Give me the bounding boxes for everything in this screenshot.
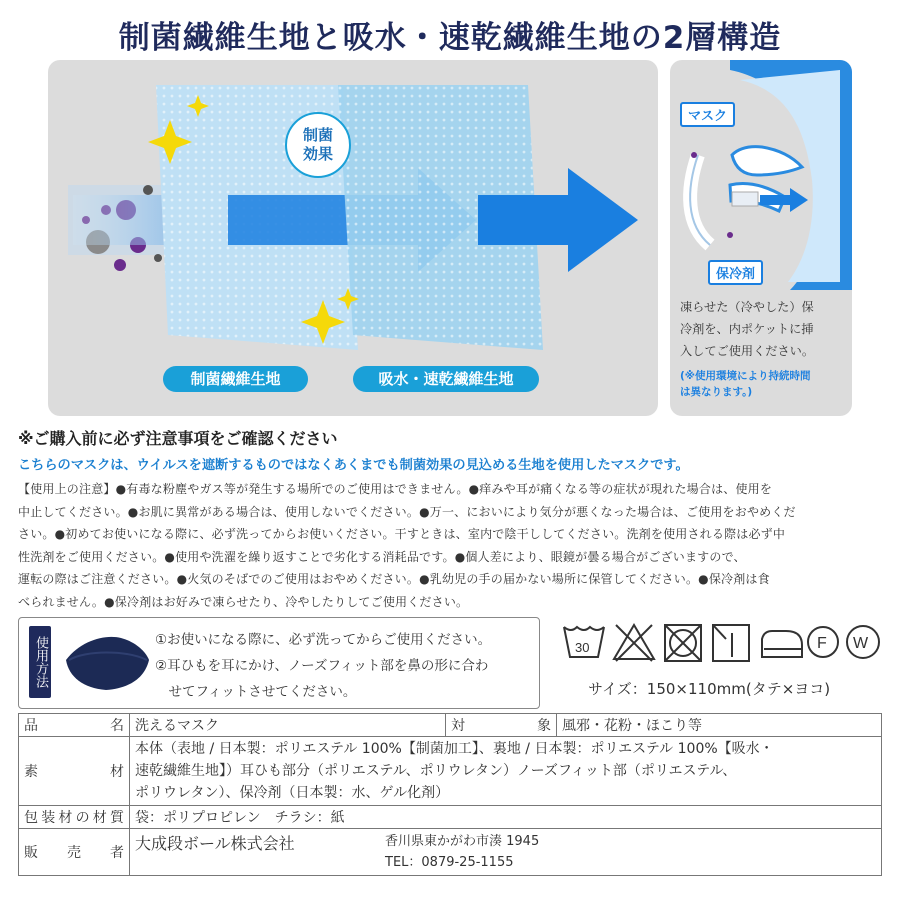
seller-name: 大成段ボール株式会社 <box>135 834 295 853</box>
wet-clean-w-icon <box>847 626 879 658</box>
layer-diagram <box>48 60 658 416</box>
usage-instructions <box>18 617 540 709</box>
no-tumble-dry-icon <box>665 625 701 661</box>
svg-text:F: F <box>817 635 827 652</box>
cool-pack-description: 凍らせた（冷やした）保 冷剤を、内ポケットに挿 入してご使用ください。 <box>680 300 815 358</box>
cool-pack-label: 保冷剤 <box>708 260 763 285</box>
table-row: 品 名 洗えるマスク 対 象 風邪・花粉・ほこり等 <box>19 714 882 737</box>
layer2-label: 吸水・速乾繊維生地 <box>353 366 539 392</box>
layer-illustration <box>48 60 658 416</box>
cooling-pack-panel <box>670 60 852 416</box>
no-bleach-icon <box>614 625 654 661</box>
wash-30-icon <box>564 627 604 657</box>
notice-heading: ※ご購入前に必ず注意事項をご確認ください <box>18 429 338 448</box>
usage-warnings: 【使用上の注意】●有毒な粉塵やガス等が発生する場所でのご使用はできません。●痒みや耳が痛くなる等の症状が現れた場合は、使用を 中止してください。●お肌に異常がある場合は、使用しないでください。●万一、においにより気分が悪くなった場合は、ご使用をおやめくだ さい。●初めてお使いになる際に、必ず洗ってからお使いください。干すときは、室内で陰干ししてください。洗剤を使用される際は必ず中 性洗剤をご使用ください。●使用や洗濯を繰り返すことで劣化する消耗品です。●個人差により、眼鏡が曇る場合がございますので、 運転の際はご注意ください。●火気のそばでのご使用はおやめください。●乳幼児の手の届かない場所に保管してください。●保冷剤は食 べられません。●保冷剤はお好みで凍らせたり、冷やしたりしてご使用ください。 <box>18 482 796 609</box>
notice-highlight: こちらのマスクは、ウイルスを遮断するものではなくあくまでも制菌効果の見込める生地を使用したマスクです。 <box>18 458 689 473</box>
antibacterial-effect-seal: 制菌 効果 <box>285 112 351 178</box>
page-title: 制菌繊維生地と吸水・速乾繊維生地の2層構造 <box>118 20 782 56</box>
size-info: サイズ：150×110mm(タテ×ヨコ) <box>588 680 831 698</box>
mask-label: マスク <box>680 102 735 127</box>
usage-step-2-cont: せてフィットさせてください。 <box>155 684 357 700</box>
svg-text:W: W <box>853 635 869 652</box>
svg-text:30: 30 <box>575 640 590 655</box>
dry-clean-f-icon <box>808 627 838 657</box>
layer1-label: 制菌繊維生地 <box>163 366 308 392</box>
face-profile-illustration <box>670 60 852 290</box>
table-row: 素 材 本体（表地 / 日本製：ポリエステル 100%【制菌加工】、裏地 / 日本製：ポリエステル 100%【吸水・ 速乾繊維生地】）耳ひも部分（ポリエステル、ポリウレタン）ノーズフィット部（ポリエステル、 ポリウレタン）、保冷剤（日本製：水、ゲル化剤） <box>19 737 882 806</box>
table-row: 包装材の材質 袋：ポリプロピレン チラシ：紙 <box>19 806 882 829</box>
spec-table <box>18 713 882 876</box>
usage-step-2: ②耳ひもを耳にかけ、ノーズフィット部を鼻の形に合わ <box>155 658 489 674</box>
line-dry-icon <box>713 625 749 661</box>
iron-low-icon <box>762 631 802 657</box>
usage-tag: 使用方法 <box>29 626 51 698</box>
care-symbols <box>560 619 885 663</box>
duration-note: (※使用環境により持続時間 は異なります。) <box>680 370 811 398</box>
usage-step-1: ①お使いになる際に、必ず洗ってからご使用ください。 <box>155 632 492 648</box>
mask-product-image <box>61 632 151 692</box>
table-row: 販 売 者 大成段ボール株式会社 香川県東かがわ市湊 1945 TEL：0879-25-1155 <box>19 829 882 876</box>
seller-tel: TEL：0879-25-1155 <box>385 855 514 870</box>
seller-address: 香川県東かがわ市湊 1945 <box>385 834 540 849</box>
